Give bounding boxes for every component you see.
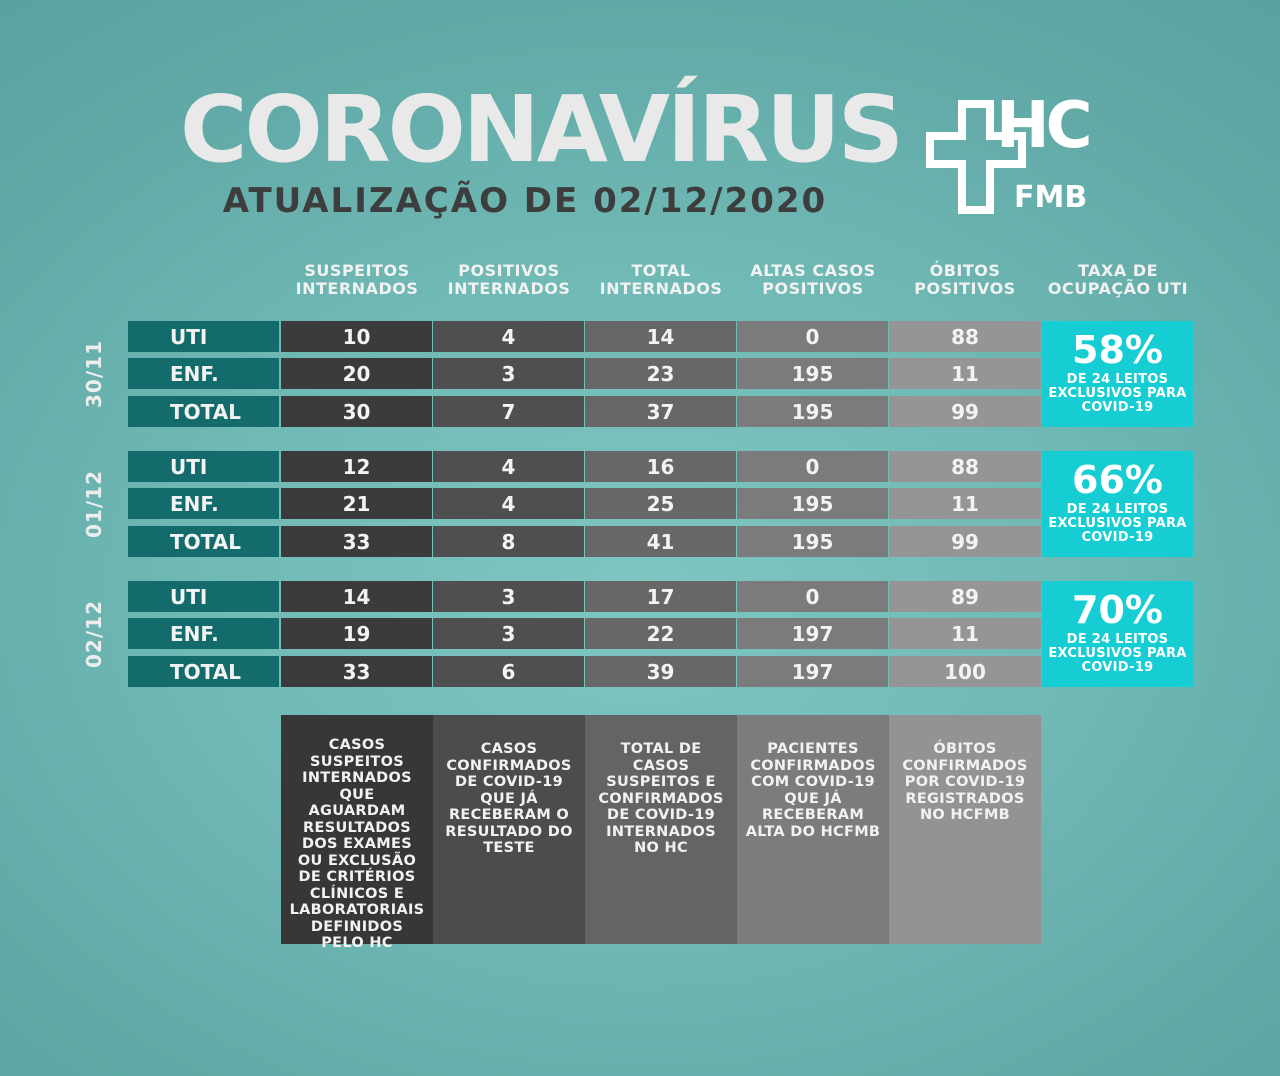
cell-positivos: 3	[433, 581, 584, 612]
date-label: 01/12	[82, 470, 106, 538]
row-label: ENF.	[128, 488, 279, 519]
cell-suspeitos: 12	[281, 451, 432, 482]
update-date-subtitle: ATUALIZAÇÃO DE 02/12/2020	[222, 181, 828, 221]
page-title: CORONAVÍRUS	[180, 76, 901, 183]
uti-occupancy-box	[1042, 451, 1193, 557]
cell-obitos: 11	[889, 358, 1041, 389]
note-positivos: CASOS CONFIRMADOS DE COVID-19 QUE JÁ RECEBERAM O RESULTADO DO TESTE	[433, 715, 585, 944]
cell-obitos: 88	[889, 451, 1041, 482]
cell-altas: 195	[737, 526, 888, 557]
note-total: TOTAL DE CASOS SUSPEITOS E CONFIRMADOS DE COVID-19 INTERNADOS NO HC	[585, 715, 737, 944]
cell-obitos: 99	[889, 526, 1041, 557]
cell-positivos: 7	[433, 396, 584, 427]
cell-obitos: 11	[889, 618, 1041, 649]
row-label: TOTAL	[128, 656, 279, 687]
row-label: ENF.	[128, 618, 279, 649]
column-header-total: TOTAL INTERNADOS	[599, 261, 723, 298]
cell-total: 22	[585, 618, 736, 649]
uti-occupancy-description: DE 24 LEITOS EXCLUSIVOS PARA COVID-19	[1048, 632, 1187, 675]
cell-altas: 197	[737, 618, 888, 649]
uti-occupancy-description: DE 24 LEITOS EXCLUSIVOS PARA COVID-19	[1048, 372, 1187, 415]
uti-occupancy-box	[1042, 321, 1193, 427]
uti-occupancy-description: DE 24 LEITOS EXCLUSIVOS PARA COVID-19	[1048, 502, 1187, 545]
cell-positivos: 4	[433, 488, 584, 519]
cell-positivos: 4	[433, 321, 584, 352]
row-label: TOTAL	[128, 396, 279, 427]
cell-altas: 195	[737, 488, 888, 519]
cell-obitos: 88	[889, 321, 1041, 352]
note-obitos: ÓBITOS CONFIRMADOS POR COVID-19 REGISTRADOS NO HCFMB	[889, 715, 1041, 944]
cell-obitos: 89	[889, 581, 1041, 612]
cell-total: 41	[585, 526, 736, 557]
column-header-taxa-uti: TAXA DE OCUPAÇÃO UTI	[1047, 261, 1189, 298]
cell-positivos: 4	[433, 451, 584, 482]
note-altas: PACIENTES CONFIRMADOS COM COVID-19 QUE JÁ RECEBERAM ALTA DO HCFMB	[737, 715, 889, 944]
row-label: UTI	[128, 451, 279, 482]
cell-total: 23	[585, 358, 736, 389]
row-label: UTI	[128, 321, 279, 352]
cell-total: 39	[585, 656, 736, 687]
cell-positivos: 8	[433, 526, 584, 557]
cell-positivos: 3	[433, 618, 584, 649]
cell-obitos: 100	[889, 656, 1041, 687]
cell-suspeitos: 10	[281, 321, 432, 352]
uti-occupancy-percent: 70%	[1072, 588, 1163, 632]
row-label: ENF.	[128, 358, 279, 389]
uti-occupancy-percent: 58%	[1072, 328, 1163, 372]
uti-occupancy-percent: 66%	[1072, 458, 1163, 502]
row-label: UTI	[128, 581, 279, 612]
column-header-altas: ALTAS CASOS POSITIVOS	[750, 261, 876, 298]
row-label: TOTAL	[128, 526, 279, 557]
column-header-positivos: POSITIVOS INTERNADOS	[447, 261, 571, 298]
cell-total: 14	[585, 321, 736, 352]
cell-altas: 197	[737, 656, 888, 687]
cell-suspeitos: 20	[281, 358, 432, 389]
cell-total: 37	[585, 396, 736, 427]
cell-suspeitos: 33	[281, 526, 432, 557]
logo-fmb-text: FMB	[1014, 180, 1088, 215]
cell-suspeitos: 19	[281, 618, 432, 649]
cell-suspeitos: 30	[281, 396, 432, 427]
cell-positivos: 3	[433, 358, 584, 389]
logo-hc-text: HC	[996, 89, 1089, 163]
note-suspeitos: CASOS SUSPEITOS INTERNADOS QUE AGUARDAM RESULTADOS DOS EXAMES OU EXCLUSÃO DE CRITÉRIOS CLÍNICOS E LABORATORIAIS DEFINIDOS PELO HC	[281, 715, 433, 944]
cell-altas: 195	[737, 358, 888, 389]
date-label: 30/11	[82, 340, 106, 408]
cell-altas: 0	[737, 321, 888, 352]
cell-altas: 0	[737, 451, 888, 482]
uti-occupancy-box	[1042, 581, 1193, 687]
cell-total: 16	[585, 451, 736, 482]
cell-obitos: 99	[889, 396, 1041, 427]
cell-suspeitos: 33	[281, 656, 432, 687]
cell-suspeitos: 14	[281, 581, 432, 612]
cell-obitos: 11	[889, 488, 1041, 519]
column-header-obitos: ÓBITOS POSITIVOS	[914, 261, 1016, 298]
cell-altas: 195	[737, 396, 888, 427]
cell-total: 25	[585, 488, 736, 519]
cell-total: 17	[585, 581, 736, 612]
cell-altas: 0	[737, 581, 888, 612]
cell-suspeitos: 21	[281, 488, 432, 519]
column-header-suspeitos: SUSPEITOS INTERNADOS	[295, 261, 419, 298]
date-label: 02/12	[82, 600, 106, 668]
cell-positivos: 6	[433, 656, 584, 687]
